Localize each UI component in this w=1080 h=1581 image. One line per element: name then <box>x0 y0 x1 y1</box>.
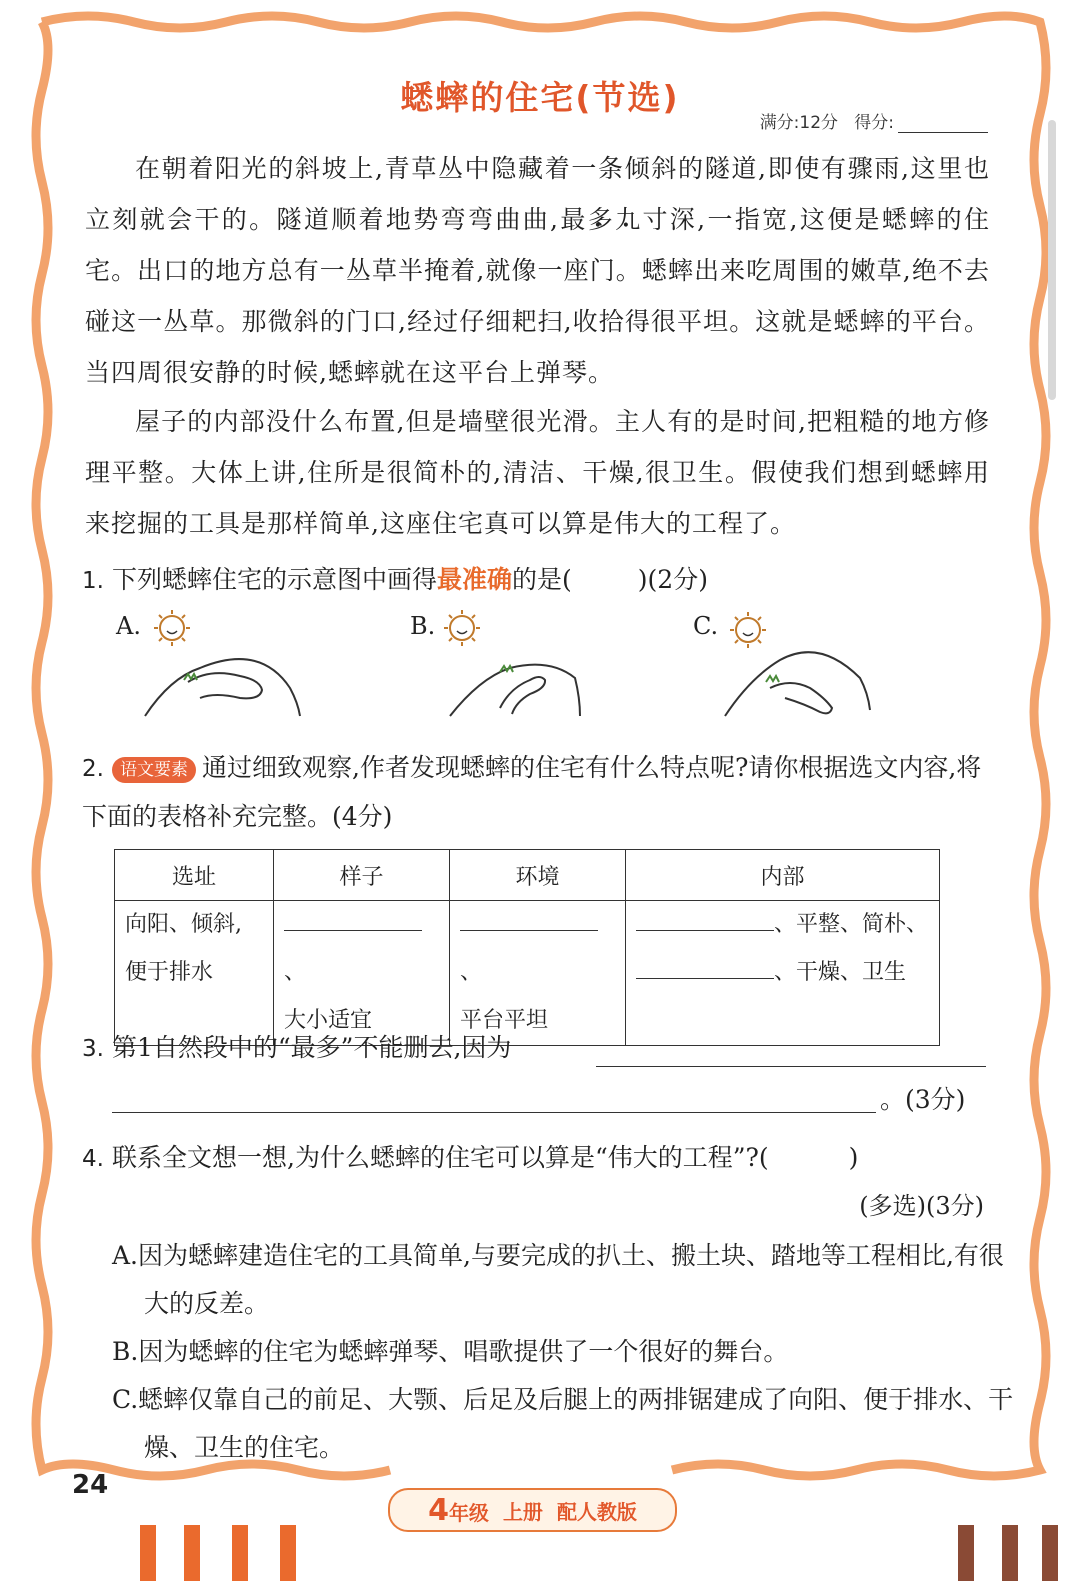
q3-text: 第1自然段中的“最多”不能删去,因为 <box>112 1033 512 1062</box>
q2-tag: 语文要素 <box>112 757 196 783</box>
term-text: 上册 <box>502 1499 543 1524</box>
edge-stripe <box>232 1525 248 1581</box>
tunnel-line <box>500 677 545 714</box>
option-b-diagram[interactable] <box>440 608 610 720</box>
page-title: 蟋蟀的住宅(节选) <box>400 78 680 117</box>
sun-icon <box>154 610 190 646</box>
cell-site-line1: 向阳、倾斜, <box>125 912 242 937</box>
edge-stripe <box>280 1525 296 1581</box>
cell-site-line2: 便于排水 <box>125 960 214 985</box>
full-score: 满分:12分 <box>759 113 839 133</box>
score-line <box>760 108 988 133</box>
q4-note: (多选)(3分) <box>859 1192 984 1220</box>
sun-icon <box>730 612 766 648</box>
q1-tail: )(2分) <box>637 565 708 594</box>
env-sep: 、 <box>460 960 483 985</box>
table-header-inside: 内部 <box>626 850 940 901</box>
table-header-site: 选址 <box>115 850 274 901</box>
inside-text-b: 、干燥、卫生 <box>774 960 907 985</box>
q4-close: ) <box>848 1143 859 1172</box>
q3-answer-line-2[interactable] <box>112 1112 876 1113</box>
edge-stripe <box>140 1525 156 1581</box>
table-header-look: 样子 <box>274 850 450 901</box>
grade-number: 4 <box>428 1492 449 1528</box>
look-sep: 、 <box>284 960 307 985</box>
look-value: 大小适宜 <box>284 1008 373 1033</box>
grade-badge <box>388 1488 677 1532</box>
q3-answer-line-1[interactable] <box>596 1066 986 1067</box>
inside-text-a: 、平整、简朴、 <box>774 912 929 937</box>
question-4 <box>82 1134 992 1183</box>
option-a-label: A. <box>116 612 141 640</box>
grass-icon <box>766 676 779 682</box>
q4-option-a: A.因为蟋蟀建造住宅的工具简单,与要完成的扒土、搬土块、踏地等工程相比,有很大的反差。 <box>112 1241 1004 1318</box>
option-c-label: C. <box>693 612 719 640</box>
inside-blank-1[interactable] <box>636 904 774 931</box>
score-blank[interactable] <box>898 114 988 133</box>
sun-icon <box>444 610 480 646</box>
option-c-diagram[interactable] <box>720 608 890 720</box>
q2-number: 2. <box>82 756 104 782</box>
table-header-env: 环境 <box>450 850 626 901</box>
grade-text: 年级 <box>448 1500 489 1525</box>
q3-tail: 。(3分) <box>880 1085 966 1114</box>
q1-post: 的是( <box>512 565 572 594</box>
edge-stripe <box>1002 1525 1018 1581</box>
p1-text-a: 在朝着阳光的斜坡上,青草丛中隐藏着一条倾斜的隧道,即使有骤雨,这里也立刻就会干的。隧道顺着地势弯弯曲曲, <box>85 154 990 234</box>
q3-number: 3. <box>82 1036 104 1062</box>
edge-stripe <box>958 1525 974 1581</box>
q1-highlight: 最准确 <box>437 565 513 594</box>
q4-option-c: C.蟋蟀仅靠自己的前足、大颚、后足及后腿上的两排锯建成了向阳、便于排水、干燥、卫生的住宅。 <box>112 1385 1014 1462</box>
score-label: 得分: <box>854 113 894 133</box>
q2-text: 通过细致观察,作者发现蟋蟀的住宅有什么特点呢?请你根据选文内容,将下面的表格补充完整。(4分) <box>82 753 982 831</box>
env-blank[interactable] <box>460 904 598 931</box>
slope-line <box>145 659 300 716</box>
answer-table <box>114 849 940 1046</box>
option-b-label: B. <box>410 612 436 640</box>
emphasis-dot-2: 多 • <box>588 205 615 234</box>
q4-number: 4. <box>82 1146 104 1172</box>
q1-pre: 下列蟋蟀住宅的示意图中画得 <box>112 565 438 594</box>
scrollbar[interactable] <box>1048 120 1056 400</box>
tunnel-line <box>188 673 262 698</box>
inside-blank-2[interactable] <box>636 952 774 979</box>
env-value: 平台平坦 <box>460 1008 549 1033</box>
passage-paragraph-1 <box>85 143 990 398</box>
look-blank[interactable] <box>284 904 422 931</box>
tunnel-line <box>770 683 832 713</box>
p1-text-b: 九寸深,一指宽,这便是蟋蟀的住宅。出口的地方总有一丛草半掩着,就像一座门。蟋蟀出来吃周围的嫩草,绝不去碰这一丛草。那微斜的门口,经过仔细耙扫,收拾得很平坦。这就是蟋蟀的平台。当四周很安静的时候,蟋蟀就在这平台上弹琴。 <box>85 205 990 387</box>
edge-stripe <box>184 1525 200 1581</box>
emphasis-dot-1: 最 • <box>559 205 588 234</box>
q1-number: 1. <box>82 568 104 594</box>
q4-text: 联系全文想一想,为什么蟋蟀的住宅可以算是“伟大的工程”?( <box>112 1143 769 1172</box>
passage-paragraph-2: 屋子的内部没什么布置,但是墙壁很光滑。主人有的是时间,把粗糙的地方修理平整。大体上讲,住所是很简朴的,清洁、干燥,很卫生。假使我们想到蟋蟀用来挖掘的工具是那样简单,这座住宅真可以算是伟大的工程了。 <box>85 407 990 538</box>
edge-stripe <box>1042 1525 1058 1581</box>
question-2 <box>82 744 992 841</box>
edition-text: 配人教版 <box>556 1499 637 1524</box>
page-number: 24 <box>72 1470 109 1500</box>
option-a-diagram[interactable] <box>140 608 310 720</box>
question-1 <box>82 556 992 605</box>
q4-option-b: B.因为蟋蟀的住宅为蟋蟀弹琴、唱歌提供了一个很好的舞台。 <box>112 1337 789 1366</box>
